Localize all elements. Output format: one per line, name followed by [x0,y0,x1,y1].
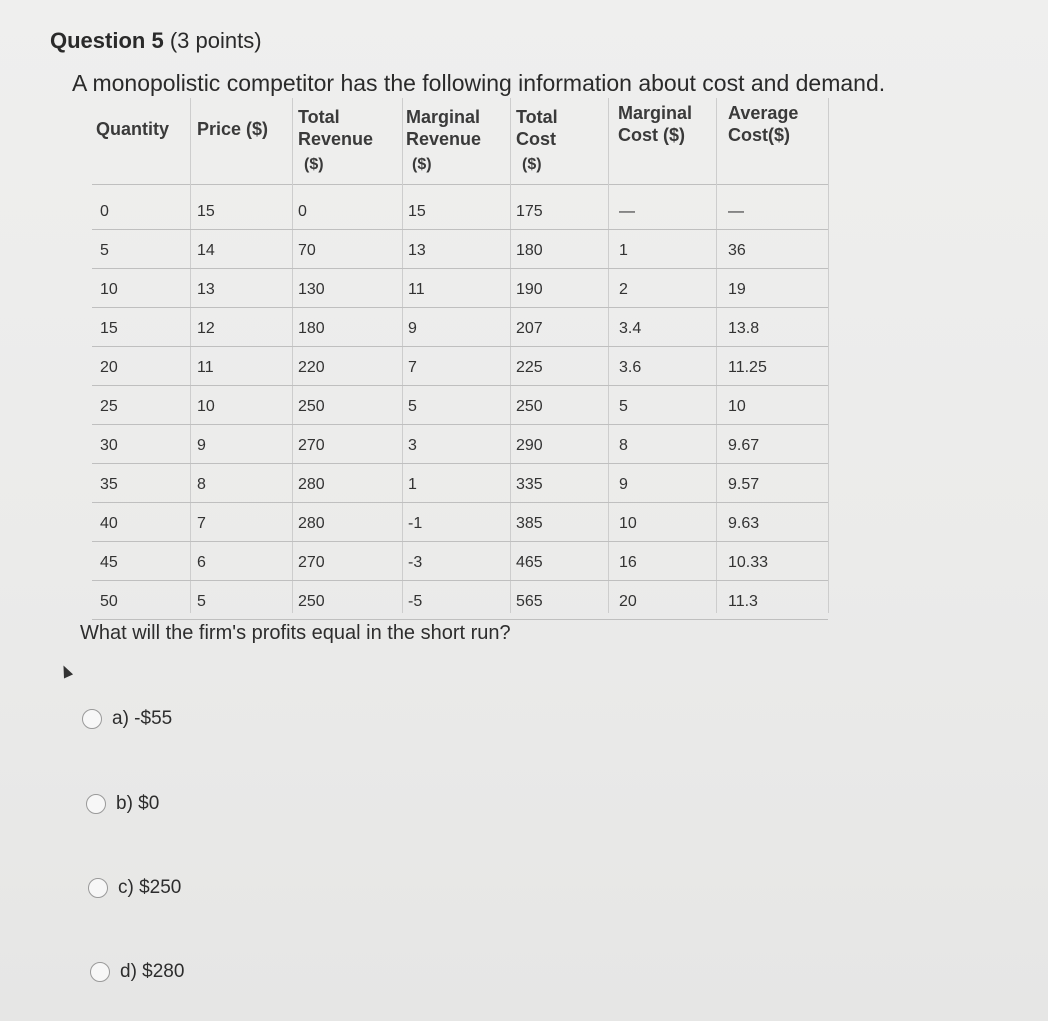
row-divider [92,307,828,308]
question-points: (3 points) [169,28,262,53]
table-cell: 10 [197,398,215,415]
table-cell: -5 [408,593,423,610]
table-cell: 0 [298,203,307,220]
table-cell: — [728,203,744,220]
option-a[interactable] [82,708,172,730]
table-cell: 270 [298,437,325,454]
option-c-label: c) $250 [118,877,182,898]
table-cell: 175 [516,203,543,220]
column-header-line: Revenue [298,129,374,149]
question-number: Question 5 [50,28,164,53]
table-cell: 35 [100,476,118,493]
table-cell: 12 [197,320,215,337]
column-header [618,102,692,146]
table-cell: 50 [100,593,118,610]
table-cell: 40 [100,515,118,532]
option-b-label: b) $0 [116,793,160,814]
table-cell: 6 [197,554,206,571]
table-cell: 9 [408,320,417,337]
table-cell: 13 [197,281,215,298]
table-cell: 15 [100,320,118,337]
table-cell: 3 [408,437,417,454]
table-cell: 5 [100,242,109,259]
option-d[interactable] [90,961,184,983]
column-header-line: ($) [304,156,324,173]
question-title [50,28,262,54]
table-cell: 10.33 [728,554,769,571]
column-header [406,106,481,176]
column-divider [292,98,293,613]
table-cell: 9.67 [728,437,760,454]
column-header-line: Marginal [406,107,481,127]
table-cell: 8 [619,437,628,454]
radio-icon[interactable] [90,962,110,982]
radio-icon[interactable] [88,878,108,898]
option-c[interactable] [88,877,181,899]
table-cell: 565 [516,593,543,610]
row-divider [92,268,828,269]
table-cell: 385 [516,515,543,532]
column-divider [402,98,403,613]
row-divider [92,346,828,347]
column-divider [608,98,609,613]
table-cell: — [619,203,635,220]
column-divider [716,98,717,613]
table-cell: 335 [516,476,543,493]
column-header-line: ($) [412,156,432,173]
table-cell: 9.63 [728,515,760,532]
table-cell: 11.25 [728,359,767,376]
table-cell: 7 [197,515,206,532]
table-cell: 19 [728,281,746,298]
column-header-line: Quantity [96,119,170,139]
mouse-cursor-icon [59,663,73,678]
table-cell: 5 [619,398,628,415]
table-cell: 130 [298,281,325,298]
table-cell: 290 [516,437,543,454]
table-cell: 10 [728,398,746,415]
table-cell: 190 [516,281,543,298]
radio-icon[interactable] [86,794,106,814]
table-cell: 13 [408,242,426,259]
table-cell: 7 [408,359,417,376]
row-divider [92,580,828,581]
option-a-label: a) -$55 [112,708,173,729]
table-cell: 0 [100,203,109,220]
row-divider [92,229,828,230]
table-cell: 250 [298,593,325,610]
question-stem: A monopolistic competitor has the following information about cost and demand. [72,70,886,96]
table-cell: 2 [619,281,628,298]
row-divider [92,541,828,542]
table-cell: 10 [100,281,118,298]
table-cell: 280 [298,515,325,532]
table-cell: 20 [619,593,637,610]
column-header [516,106,558,176]
table-cell: 250 [516,398,543,415]
column-divider [510,98,511,613]
column-header [728,102,798,146]
table-cell: 13.8 [728,320,760,337]
table-cell: 3.4 [619,320,642,337]
table-cell: -3 [408,554,423,571]
column-header-line: ($) [522,156,542,173]
table-cell: 11.3 [728,593,758,610]
table-cell: 15 [408,203,426,220]
table-cell: 10 [619,515,637,532]
table-cell: 9.57 [728,476,760,493]
column-header-line: Price ($) [197,119,269,139]
column-divider [190,98,191,613]
column-header [96,118,169,140]
table-cell: 14 [197,242,215,259]
table-cell: 16 [619,554,637,571]
column-divider [828,98,829,613]
row-divider [92,424,828,425]
table-cell: 9 [619,476,628,493]
table-cell: 70 [298,242,316,259]
cost-demand-table [92,98,828,613]
table-cell: 250 [298,398,325,415]
column-header-line: Total [516,107,558,127]
column-header-line: Cost($) [728,125,790,145]
radio-icon[interactable] [82,709,102,729]
table-cell: 180 [298,320,325,337]
table-cell: 5 [408,398,417,415]
table-cell: 45 [100,554,118,571]
table-cell: 5 [197,593,206,610]
table-cell: 20 [100,359,118,376]
table-cell: 220 [298,359,325,376]
table-cell: 36 [728,242,746,259]
column-header-line: Cost ($) [618,125,685,145]
row-divider [92,502,828,503]
table-cell: 25 [100,398,118,415]
table-cell: 9 [197,437,206,454]
row-divider [92,463,828,464]
table-cell: 207 [516,320,543,337]
table-cell: 11 [408,281,425,298]
table-cell: 270 [298,554,325,571]
column-header [197,118,268,140]
column-header-line: Average [728,103,799,123]
table-cell: 225 [516,359,543,376]
option-d-label: d) $280 [120,961,185,982]
column-header-line: Marginal [618,103,693,123]
table-cell: 11 [197,359,214,376]
row-divider [92,385,828,386]
table-cell: -1 [408,515,423,532]
table-cell: 180 [516,242,543,259]
table-cell: 1 [619,242,628,259]
table-cell: 30 [100,437,118,454]
table-cell: 15 [197,203,215,220]
column-header-line: Revenue [406,129,482,149]
option-b[interactable] [86,793,159,815]
table-cell: 3.6 [619,359,642,376]
column-header [298,106,373,176]
table-cell: 8 [197,476,206,493]
table-cell: 280 [298,476,325,493]
table-cell: 465 [516,554,543,571]
column-header-line: Total [298,107,340,127]
row-divider [92,619,828,620]
column-header-line: Cost [516,129,556,149]
table-cell: 1 [408,476,417,493]
header-divider [92,184,828,185]
question-prompt: What will the firm's profits equal in the short run? [80,622,511,644]
